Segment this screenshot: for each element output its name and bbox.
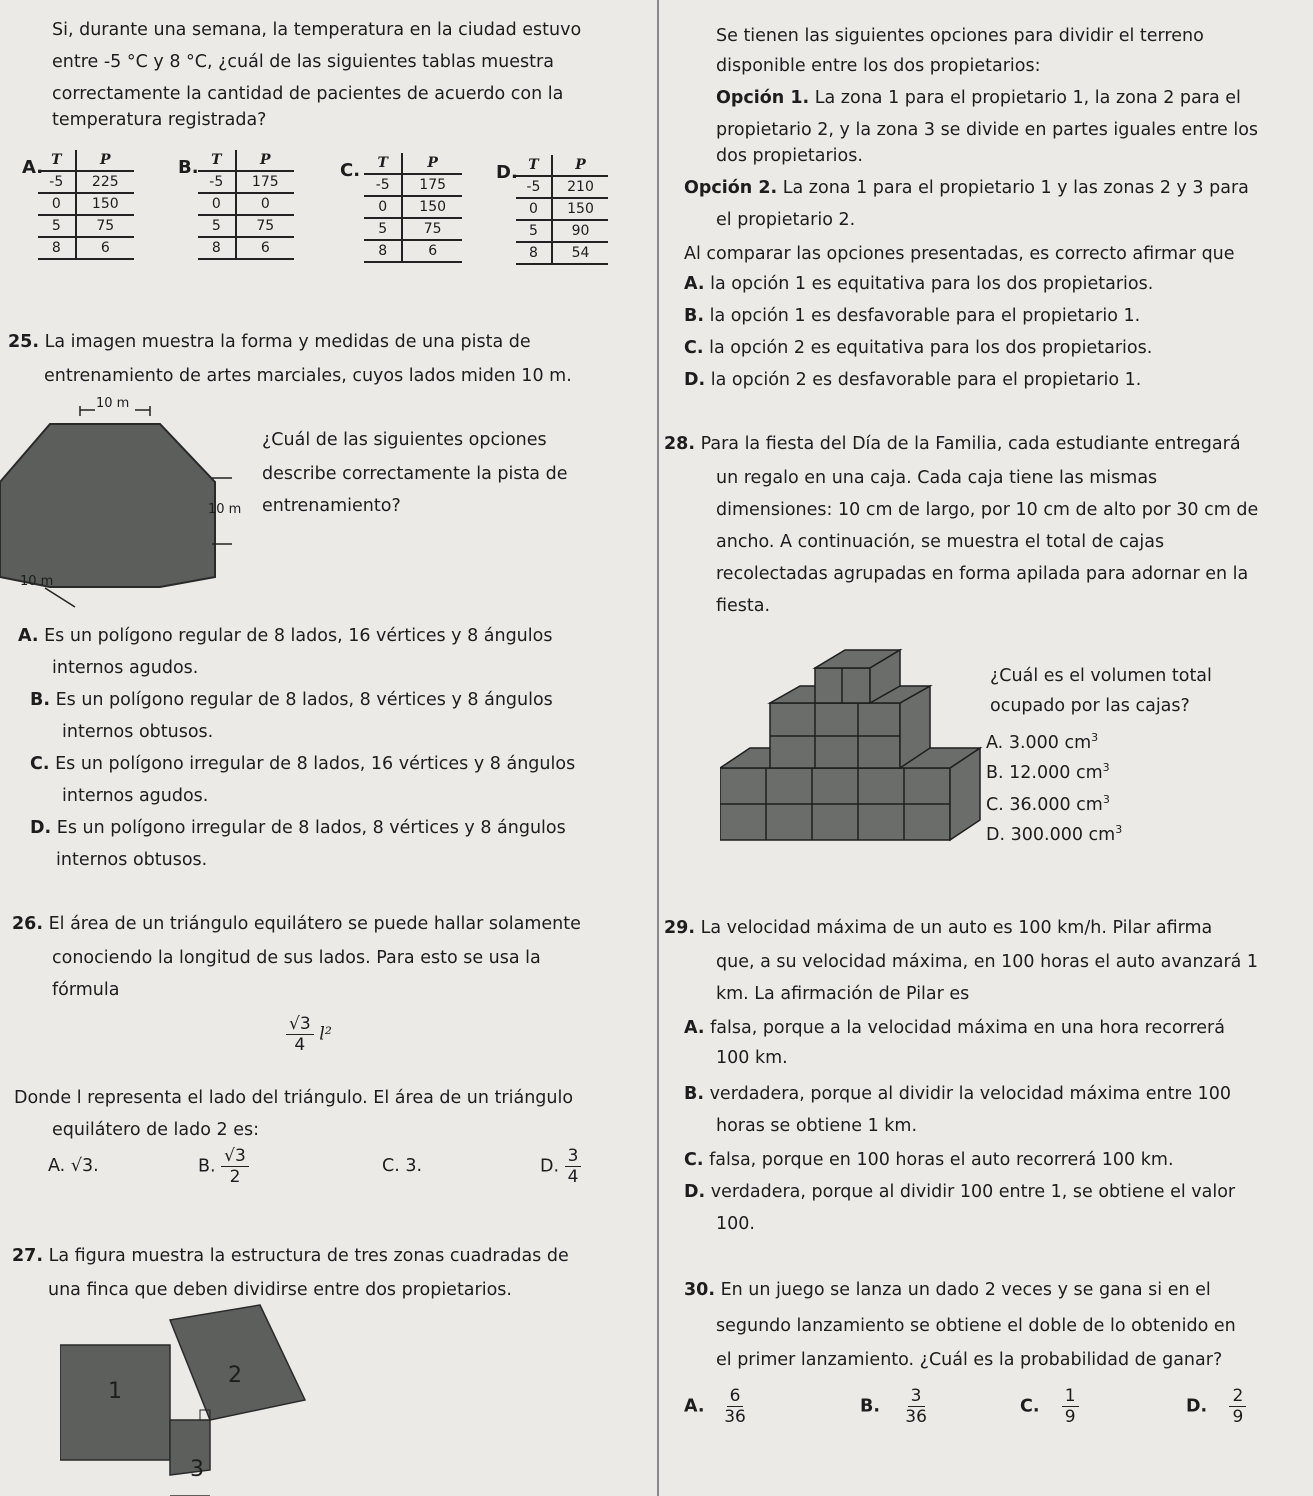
q28-line6: fiesta.: [716, 596, 771, 616]
q28-option-b[interactable]: B. 12.000 $cm^3$: [986, 761, 1110, 783]
q25-line1: 25. La imagen muestra la forma y medidas de una pista de: [8, 332, 531, 352]
column-divider: [657, 0, 659, 1496]
option1-line3: dos propietarios.: [716, 146, 863, 166]
q28-line3: dimensiones: 10 cm de largo, por 10 cm de alto por 30 cm de: [716, 500, 1259, 520]
q26-option-b[interactable]: B. $\frac{√3}{2}$: [198, 1146, 249, 1187]
q26-line5: equilátero de lado 2 es:: [52, 1120, 260, 1140]
q24-text-line4: temperatura registrada?: [52, 110, 267, 130]
q26-option-c[interactable]: C. 3.: [382, 1156, 423, 1176]
q28-question-line1: ¿Cuál es el volumen total: [990, 666, 1212, 686]
octagon-left-label: 10 m: [20, 574, 54, 589]
q28-line1: 28. Para la fiesta del Día de la Familia, cada estudiante entregará: [664, 434, 1241, 454]
q29-option-c[interactable]: C. falsa, porque en 100 horas el auto recorrerá 100 km.: [684, 1150, 1174, 1170]
q26-line2: conociendo la longitud de sus lados. Para esto se usa la: [52, 948, 541, 968]
q25-option-d-line2: internos obtusos.: [56, 850, 208, 870]
q30-line3: el primer lanzamiento. ¿Cuál es la probabilidad de ganar?: [716, 1350, 1223, 1370]
q28-question-line2: ocupado por las cajas?: [990, 696, 1190, 716]
q25-option-d[interactable]: D. Es un polígono irregular de 8 lados, 8 vértices y 8 ángulos: [30, 818, 566, 838]
octagon-top-label: 10 m: [96, 396, 130, 411]
boxes-figure: [720, 648, 1010, 848]
q24-text-line3: correctamente la cantidad de pacientes de acuerdo con la: [52, 84, 564, 104]
q25-option-c-line2: internos agudos.: [62, 786, 209, 806]
table-d-label: D.: [496, 162, 518, 183]
q29-line2: que, a su velocidad máxima, en 100 horas el auto avanzará 1: [716, 952, 1259, 972]
q25-option-a-line2: internos agudos.: [52, 658, 199, 678]
q26-line1: 26. El área de un triángulo equilátero se puede hallar solamente: [12, 914, 581, 934]
q27-line2: una finca que deben dividirse entre dos propietarios.: [48, 1280, 512, 1300]
q25-option-a[interactable]: A. Es un polígono regular de 8 lados, 16 vértices y 8 ángulos: [18, 626, 553, 646]
q24-text-line1: Si, durante una semana, la temperatura en la ciudad estuvo: [52, 20, 582, 40]
q25-number: 25.: [8, 332, 40, 352]
q26-line4: Donde l representa el lado del triángulo. El área de un triángulo: [14, 1088, 574, 1108]
q30-line1: 30. En un juego se lanza un dado 2 veces y se gana si en el: [684, 1280, 1211, 1300]
q27-line1: 27. La figura muestra la estructura de tres zonas cuadradas de: [12, 1246, 569, 1266]
q25-option-b-line2: internos obtusos.: [62, 722, 214, 742]
option2-line1: Opción 2. La zona 1 para el propietario 1 y las zonas 2 y 3 para: [684, 178, 1249, 198]
q29-line1: 29. La velocidad máxima de un auto es 100 km/h. Pilar afirma: [664, 918, 1213, 938]
q29-option-a-line2: 100 km.: [716, 1048, 788, 1068]
q27-cont-line2: disponible entre los dos propietarios:: [716, 56, 1041, 76]
q27-option-d[interactable]: D. la opción 2 es desfavorable para el propietario 1.: [684, 370, 1142, 390]
table-c-label: C.: [340, 160, 361, 181]
q30-option-a[interactable]: A. $\frac{6}{36}$: [684, 1386, 746, 1427]
q28-line4: ancho. A continuación, se muestra el total de cajas: [716, 532, 1165, 552]
q29-option-d[interactable]: D. verdadera, porque al dividir 100 entre 1, se obtiene el valor: [684, 1182, 1236, 1202]
q27-option-a[interactable]: A. la opción 1 es equitativa para los dos propietarios.: [684, 274, 1154, 294]
option2-line2: el propietario 2.: [716, 210, 856, 230]
octagon-right-label: 10 m: [208, 502, 242, 517]
q30-option-c[interactable]: C. $\frac{1}{9}$: [1020, 1386, 1079, 1427]
q28-line2: un regalo en una caja. Cada caja tiene las mismas: [716, 468, 1158, 488]
q28-option-c[interactable]: C. 36.000 $cm^3$: [986, 793, 1110, 815]
q25-line2: entrenamiento de artes marciales, cuyos lados miden 10 m.: [44, 366, 572, 386]
q25-option-c[interactable]: C. Es un polígono irregular de 8 lados, 16 vértices y 8 ángulos: [30, 754, 576, 774]
q28-option-a[interactable]: A. 3.000 $cm^3$: [986, 731, 1099, 753]
q29-line3: km. La afirmación de Pilar es: [716, 984, 970, 1004]
q25-question-line3: entrenamiento?: [262, 496, 401, 516]
q27-cont-line1: Se tienen las siguientes opciones para dividir el terreno: [716, 26, 1204, 46]
q25-question-line1: ¿Cuál de las siguientes opciones: [262, 430, 547, 450]
q26-option-d[interactable]: D. $\frac{3}{4}$: [540, 1146, 581, 1187]
q28-line5: recolectadas agrupadas en forma apilada para adornar en la: [716, 564, 1249, 584]
table-b-label: B.: [178, 157, 199, 178]
q28-option-d[interactable]: D. 300.000 $cm^3$: [986, 823, 1123, 845]
q30-option-d[interactable]: D. $\frac{2}{9}$: [1186, 1386, 1246, 1427]
q29-option-b[interactable]: B. verdadera, porque al dividir la velocidad máxima entre 100: [684, 1084, 1232, 1104]
zone-3-label: 3: [190, 1457, 204, 1482]
table-d: T P -5 210 0 150 5 90 8 54: [516, 155, 608, 265]
option1-line1: Opción 1. La zona 1 para el propietario 1, la zona 2 para el: [716, 88, 1241, 108]
q26-option-a[interactable]: A. √3.: [48, 1156, 99, 1176]
q29-option-a[interactable]: A. falsa, porque a la velocidad máxima en una hora recorrerá: [684, 1018, 1225, 1038]
q26-line3: fórmula: [52, 980, 120, 1000]
q26-formula: $\frac{√3}{4}$ l²: [286, 1014, 332, 1055]
q27-option-b[interactable]: B. la opción 1 es desfavorable para el propietario 1.: [684, 306, 1141, 326]
q30-option-b[interactable]: B. $\frac{3}{36}$: [860, 1386, 927, 1427]
zone-2-label: 2: [228, 1363, 242, 1388]
q29-option-b-line2: horas se obtiene 1 km.: [716, 1116, 918, 1136]
table-c: T P -5 175 0 150 5 75 8 6: [364, 153, 462, 263]
q25-question-line2: describe correctamente la pista de: [262, 464, 568, 484]
q30-line2: segundo lanzamiento se obtiene el doble de lo obtenido en: [716, 1316, 1236, 1336]
q25-option-b[interactable]: B. Es un polígono regular de 8 lados, 8 vértices y 8 ángulos: [30, 690, 553, 710]
option1-line2: propietario 2, y la zona 3 se divide en partes iguales entre los: [716, 120, 1259, 140]
table-b: T P -5 175 0 0 5 75 8 6: [198, 150, 294, 260]
q27-compare: Al comparar las opciones presentadas, es correcto afirmar que: [684, 244, 1235, 264]
zone-1-label: 1: [108, 1379, 122, 1404]
q24-text-line2: entre -5 °C y 8 °C, ¿cuál de las siguientes tablas muestra: [52, 52, 554, 72]
q29-option-d-line2: 100.: [716, 1214, 755, 1234]
table-a-label: A.: [22, 157, 44, 178]
q27-option-c[interactable]: C. la opción 2 es equitativa para los dos propietarios.: [684, 338, 1153, 358]
table-a: T P -5 225 0 150 5 75 8 6: [38, 150, 134, 260]
